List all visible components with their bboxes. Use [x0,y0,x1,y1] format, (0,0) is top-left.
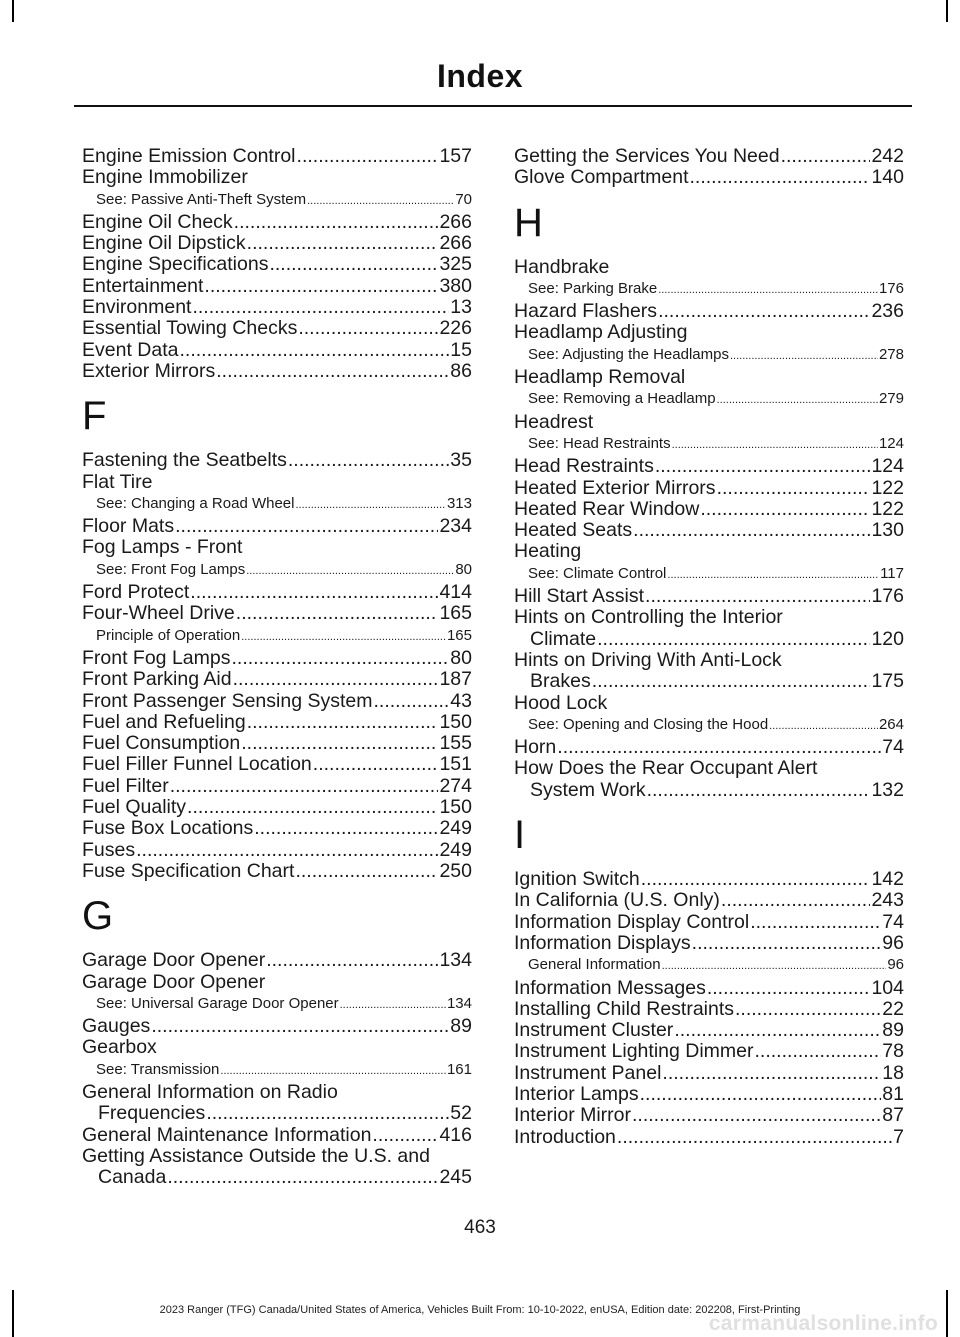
dot-leader [266,950,438,971]
dot-leader [220,1061,446,1082]
entry-term: Front Fog Lamps [82,646,231,669]
dot-leader [187,797,438,818]
subentry-page-number: 117 [880,564,904,582]
dot-leader [192,297,449,318]
entry-page-number: 187 [439,668,472,691]
entry-page-number: 130 [871,519,904,542]
index-heading: Hood Lock [514,691,608,714]
index-subentry[interactable] [82,1059,472,1082]
entry-page-number: 7 [893,1125,904,1148]
entry-page-number: 226 [439,317,472,340]
entry-page-number: 86 [450,359,472,382]
entry-page-number: 122 [871,497,904,520]
entry-page-number: 35 [450,449,472,472]
entry-term: Ignition Switch [514,868,640,891]
entry-term-line2: System Work [530,778,646,801]
dot-leader [592,671,871,692]
entry-term-line2: Brakes [530,670,591,693]
entry-page-number: 325 [439,253,472,276]
page-number: 463 [464,1217,496,1238]
entry-term-line2: Climate [530,627,597,650]
dot-leader [658,301,870,322]
entry-page-number: 74 [882,910,904,933]
page-title: Index [436,58,524,94]
subentry-term: See: Opening and Closing the Hood [528,715,769,733]
index-entry[interactable] [514,978,904,999]
entry-term: Heated Rear Window [514,497,700,520]
subentry-page-number: 161 [446,1060,472,1078]
subentry-page-number: 279 [878,390,904,408]
index-heading: Flat Tire [82,470,153,493]
subentry-page-number: 70 [455,190,472,208]
index-entry[interactable] [514,1020,904,1041]
entry-term-line1: Hints on Driving With Anti-Lock [514,648,782,671]
dot-leader [236,603,439,624]
dot-leader [288,450,449,471]
index-entry[interactable] [82,1125,472,1146]
entry-term: Information Displays [514,931,691,954]
entry-page-number: 80 [450,646,472,669]
index-entry[interactable] [514,737,904,758]
entry-term-line2-row [514,629,904,650]
index-entry[interactable] [82,691,472,712]
dot-leader [730,346,878,367]
dot-leader [658,280,878,301]
entry-page-number: 78 [882,1040,904,1063]
index-entry[interactable] [514,1105,904,1126]
dot-leader [750,912,881,933]
entry-term-line2-row [82,1167,472,1188]
index-heading: Heating [514,540,582,563]
entry-term: Fuel Quality [82,796,187,819]
index-entry-multiline[interactable] [514,758,904,801]
dot-leader [190,582,438,603]
dot-leader [269,254,438,275]
dot-leader [633,520,870,541]
index-entry[interactable] [514,912,904,933]
subentry-term: See: Removing a Headlamp [528,390,716,408]
dot-leader [231,648,449,669]
index-entry[interactable] [82,776,472,797]
subentry-page-number: 80 [455,560,472,578]
dot-leader [707,978,871,999]
subentry-page-number: 313 [446,494,472,512]
index-subentry[interactable] [82,625,472,648]
entry-term: Heated Seats [514,519,633,542]
dot-leader [136,840,438,861]
index-subentry[interactable] [514,344,904,367]
subentry-term: See: Passive Anti-Theft System [96,190,307,208]
dot-leader [233,669,439,690]
dot-leader [247,712,439,733]
entry-page-number: 242 [871,145,904,167]
dot-leader [175,516,438,537]
entry-page-number: 266 [439,210,472,233]
subentry-term: Principle of Operation [96,626,241,644]
subentry-page-number: 278 [878,345,904,363]
entry-term: Fastening the Seatbelts [82,449,287,472]
entry-term: Information Messages [514,976,706,999]
dot-leader [179,340,449,361]
index-entry[interactable] [82,603,472,624]
index-subentry[interactable] [82,559,472,582]
entry-page-number: 176 [871,585,904,608]
entry-page-number: 52 [450,1102,472,1125]
index-entry[interactable] [514,1127,904,1148]
dot-leader [234,212,439,233]
entry-term-line2-row [82,1103,472,1124]
entry-term: Engine Oil Check [82,210,233,233]
index-entry[interactable] [82,1016,472,1037]
index-entry[interactable] [514,478,904,499]
subentry-page-number: 124 [878,434,904,452]
entry-page-number: 150 [439,796,472,819]
watermark: carmanualsonline.info [708,1312,938,1335]
index-entry[interactable] [82,648,472,669]
index-entry-multiline[interactable] [514,607,904,650]
entry-page-number: 124 [871,455,904,478]
subentry-term: See: Changing a Road Wheel [96,494,295,512]
dot-leader [206,1103,449,1124]
entry-term-line2: Frequencies [98,1102,206,1125]
entry-term: Environment [82,296,192,319]
dot-leader [674,1020,881,1041]
entry-term: General Maintenance Information [82,1123,372,1146]
entry-page-number: 236 [871,300,904,323]
entry-page-number: 245 [439,1166,472,1189]
entry-term: Interior Mirror [514,1104,632,1127]
index-entry[interactable] [82,361,472,382]
index-entry[interactable] [514,146,904,167]
entry-term-line1: How Does the Rear Occupant Alert [514,757,818,780]
index-subentry[interactable] [514,388,904,411]
index-entry[interactable] [82,254,472,275]
dot-leader [717,390,878,411]
section-letter: G [82,894,114,939]
dot-leader [667,565,879,586]
index-column-right [514,146,904,1148]
dot-leader [241,733,438,754]
index-entry[interactable] [514,1063,904,1084]
index-entry-multiline[interactable] [82,1146,472,1189]
entry-term: Exterior Mirrors [82,359,216,382]
dot-leader [216,361,449,382]
dot-leader [373,691,449,712]
dot-leader [297,146,439,167]
entry-term: Garage Door Opener [82,949,266,972]
index-entry[interactable] [82,212,472,233]
index-entry[interactable] [82,840,472,861]
entry-term: Heated Exterior Mirrors [514,476,716,499]
entry-page-number: 249 [439,838,472,861]
entry-term: Instrument Cluster [514,1019,674,1042]
dot-leader [557,737,881,758]
dot-leader [700,499,870,520]
index-entry[interactable] [82,712,472,733]
index-entry[interactable] [82,146,472,167]
subentry-term: See: Front Fog Lamps [96,560,246,578]
dot-leader [645,586,870,607]
entry-page-number: 274 [439,774,472,797]
index-column-left [82,146,472,1188]
entry-term: Floor Mats [82,515,175,538]
entry-term: Instrument Panel [514,1061,662,1084]
entry-term: Head Restraints [514,455,654,478]
index-entry[interactable] [82,818,472,839]
subentry-term: See: Parking Brake [528,279,658,297]
dot-leader [781,146,871,167]
entry-term: Engine Oil Dipstick [82,232,246,255]
header-divider [74,105,912,107]
dot-leader [672,435,878,456]
dot-leader [204,276,438,297]
entry-page-number: 380 [439,274,472,297]
dot-leader [689,167,870,188]
entry-page-number: 132 [871,778,904,801]
index-entry[interactable] [514,999,904,1020]
dot-leader [241,627,446,648]
index-subentry[interactable] [514,714,904,737]
entry-page-number: 13 [450,296,472,319]
index-entry[interactable] [82,276,472,297]
entry-page-number: 43 [450,689,472,712]
section-letter: F [82,394,107,439]
entry-page-number: 122 [871,476,904,499]
index-subentry[interactable] [82,993,472,1016]
crop-mark-top-left [12,0,14,22]
dot-leader [717,478,871,499]
index-entry[interactable] [514,869,904,890]
entry-term-line2-row [514,671,904,692]
dot-leader [755,1041,882,1062]
entry-term: Hazard Flashers [514,300,658,323]
entry-term: Fuel Filler Funnel Location [82,753,312,776]
index-entry[interactable] [82,861,472,882]
entry-term-line2: Canada [98,1166,167,1189]
dot-leader [295,495,446,516]
dot-leader [295,861,438,882]
entry-page-number: 165 [439,602,472,625]
dot-leader [662,956,887,977]
subentry-term: See: Universal Garage Door Opener [96,994,339,1012]
dot-leader [247,233,439,254]
entry-page-number: 96 [882,931,904,954]
index-entry[interactable] [82,516,472,537]
entry-term: Ford Protect [82,581,190,604]
index-heading: Gearbox [82,1036,157,1059]
dot-leader [721,890,871,911]
entry-term: Fuse Specification Chart [82,859,295,882]
entry-term-line1: Getting Assistance Outside the U.S. and [82,1144,430,1167]
index-subentry[interactable] [514,563,904,586]
index-entry-multiline[interactable] [514,650,904,693]
index-entry[interactable] [514,1084,904,1105]
entry-term: Engine Specifications [82,253,269,276]
index-entry[interactable] [82,754,472,775]
entry-term: Hill Start Assist [514,585,645,608]
dot-leader [640,1084,882,1105]
index-subentry[interactable] [514,278,904,301]
entry-term: In California (U.S. Only) [514,889,720,912]
entry-page-number: 18 [882,1061,904,1084]
index-heading: Handbrake [514,255,610,278]
index-entry[interactable] [514,456,904,477]
entry-page-number: 175 [871,670,904,693]
subentry-page-number: 264 [878,715,904,733]
entry-term: Fuel Filter [82,774,169,797]
entry-term: Front Passenger Sensing System [82,689,373,712]
dot-leader [340,995,446,1016]
index-entry-multiline[interactable] [82,1082,472,1125]
entry-term: Horn [514,736,557,759]
subentry-term: See: Climate Control [528,564,667,582]
section-letter: I [514,813,526,858]
subentry-page-number: 176 [878,279,904,297]
entry-page-number: 151 [439,753,472,776]
dot-leader [313,754,439,775]
entry-page-number: 266 [439,232,472,255]
index-entry[interactable] [82,950,472,971]
index-entry[interactable] [514,520,904,541]
dot-leader [298,318,438,339]
index-entry[interactable] [514,167,904,188]
index-entry[interactable] [82,297,472,318]
index-subentry[interactable] [514,433,904,456]
entry-page-number: 155 [439,732,472,755]
index-heading: Garage Door Opener [82,970,266,993]
entry-term: Fuses [82,838,136,861]
crop-mark-top-right [946,0,948,22]
entry-term: Essential Towing Checks [82,317,298,340]
subentry-term: General Information [528,956,661,974]
entry-page-number: 89 [450,1015,472,1038]
entry-term: Entertainment [82,274,204,297]
index-entry[interactable] [82,450,472,471]
entry-page-number: 22 [882,997,904,1020]
dot-leader [170,776,439,797]
entry-page-number: 157 [439,145,472,167]
index-entry[interactable] [514,1041,904,1062]
subentry-page-number: 96 [887,956,904,974]
subentry-term: See: Adjusting the Headlamps [528,345,729,363]
index-subentry[interactable] [514,954,904,977]
subentry-page-number: 134 [446,994,472,1012]
entry-page-number: 150 [439,710,472,733]
entry-term: Installing Child Restraints [514,997,735,1020]
dot-leader [632,1105,881,1126]
footer-edition-info: 2023 Ranger (TFG) Canada/United States of America, Vehicles Built From: 10-10-2022, enUSA, Edition date: 202208, First-Printing [159,1304,801,1316]
entry-term: Information Display Control [514,910,750,933]
entry-page-number: 15 [450,338,472,361]
index-heading: Headrest [514,410,594,433]
entry-page-number: 416 [439,1123,472,1146]
dot-leader [254,818,438,839]
index-entry[interactable] [82,318,472,339]
index-entry[interactable] [82,340,472,361]
entry-page-number: 104 [871,976,904,999]
index-entry[interactable] [514,890,904,911]
subentry-term: See: Transmission [96,1060,220,1078]
dot-leader [735,999,881,1020]
dot-leader [692,933,882,954]
entry-page-number: 89 [882,1019,904,1042]
section-letter: H [514,200,543,245]
index-heading: Engine Immobilizer [82,166,248,189]
entry-term: Front Parking Aid [82,668,232,691]
dot-leader [597,629,870,650]
entry-term: Gauges [82,1015,151,1038]
index-subentry[interactable] [82,189,472,212]
subentry-term: See: Head Restraints [528,434,671,452]
entry-page-number: 140 [871,166,904,189]
index-entry[interactable] [514,586,904,607]
entry-term: Engine Emission Control [82,145,296,167]
entry-term-line1: Hints on Controlling the Interior [514,606,783,629]
entry-page-number: 74 [882,736,904,759]
index-entry[interactable] [82,582,472,603]
entry-page-number: 234 [439,515,472,538]
index-entry[interactable] [514,301,904,322]
entry-term: Event Data [82,338,179,361]
dot-leader [769,716,878,737]
index-subentry[interactable] [82,493,472,516]
index-entry[interactable] [82,669,472,690]
dot-leader [246,561,454,582]
index-heading: Fog Lamps - Front [82,536,243,559]
entry-page-number: 120 [871,627,904,650]
entry-page-number: 81 [882,1082,904,1105]
entry-term-line2-row [514,780,904,801]
dot-leader [167,1167,438,1188]
entry-term: Interior Lamps [514,1082,639,1105]
index-entry[interactable] [82,233,472,254]
dot-leader [655,456,871,477]
index-entry[interactable] [514,499,904,520]
dot-leader [372,1125,438,1146]
index-heading: Headlamp Removal [514,366,686,389]
entry-term: Fuse Box Locations [82,817,254,840]
entry-page-number: 414 [439,581,472,604]
entry-term: Introduction [514,1125,616,1148]
entry-page-number: 134 [439,949,472,972]
entry-page-number: 243 [871,889,904,912]
entry-term: Fuel Consumption [82,732,241,755]
dot-leader [307,191,454,212]
entry-page-number: 249 [439,817,472,840]
entry-term: Glove Compartment [514,166,689,189]
entry-term-line1: General Information on Radio [82,1080,338,1103]
entry-term: Fuel and Refueling [82,710,246,733]
entry-page-number: 142 [871,868,904,891]
index-entry[interactable] [82,733,472,754]
dot-leader [647,780,871,801]
index-entry[interactable] [82,797,472,818]
dot-leader [641,869,871,890]
index-entry[interactable] [514,933,904,954]
entry-page-number: 250 [439,859,472,882]
entry-term: Four-Wheel Drive [82,602,235,625]
entry-page-number: 87 [882,1104,904,1127]
subentry-page-number: 165 [446,626,472,644]
dot-leader [617,1127,892,1148]
index-heading: Headlamp Adjusting [514,321,688,344]
dot-leader [151,1016,449,1037]
dot-leader [662,1063,881,1084]
entry-term: Instrument Lighting Dimmer [514,1040,754,1063]
entry-term: Getting the Services You Need [514,145,780,167]
